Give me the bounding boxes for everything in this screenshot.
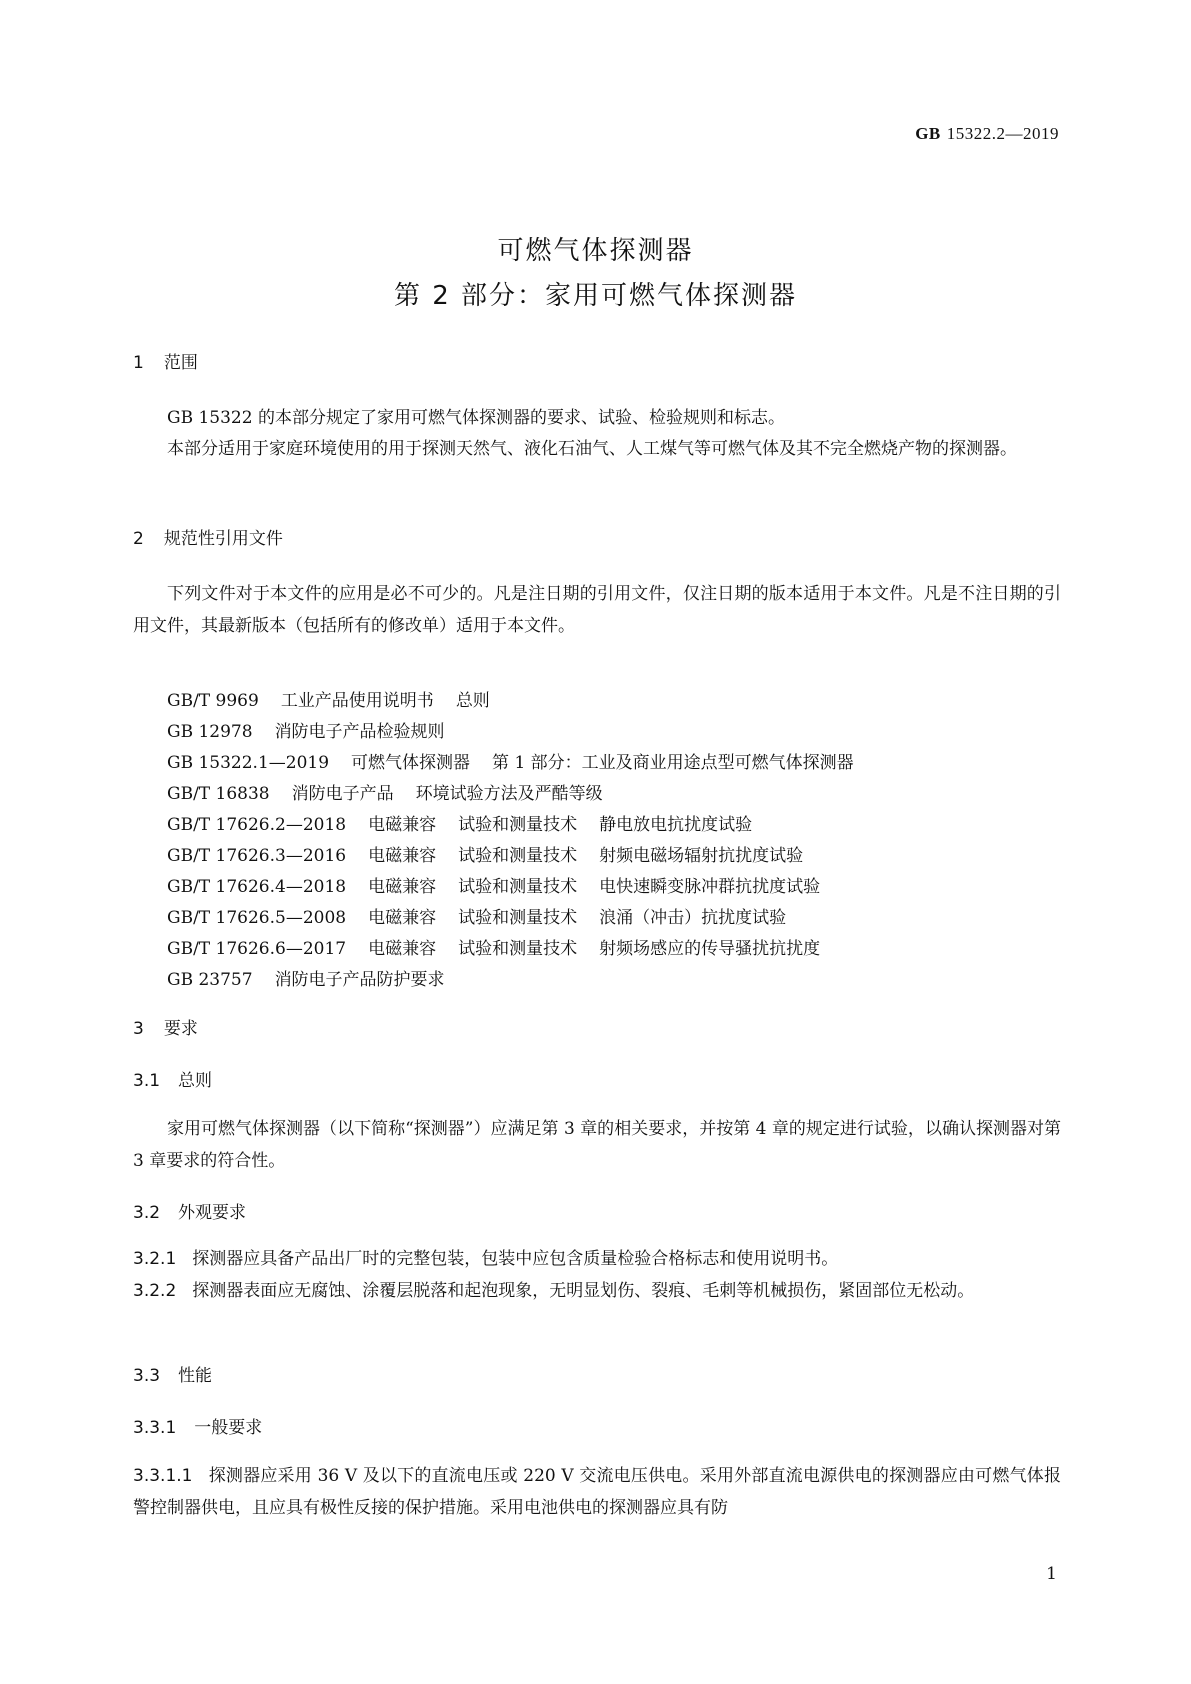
section-title: 外观要求 — [178, 1203, 247, 1223]
section-title: 总则 — [178, 1071, 213, 1091]
scope-paragraph-1: GB 15322 的本部分规定了家用可燃气体探测器的要求、试验、检验规则和标志。 — [167, 408, 785, 428]
clause-number: 3.3.1.1 — [133, 1466, 193, 1486]
reference-code: GB/T 9969 — [167, 691, 259, 711]
reference-title-part: 消防电子产品防护要求 — [274, 970, 445, 990]
reference-item — [167, 841, 854, 872]
section-number: 2 — [133, 529, 144, 549]
reference-item — [167, 810, 854, 841]
reference-title-part: 电磁兼容 — [368, 939, 437, 959]
reference-title-part: 试验和测量技术 — [458, 846, 578, 866]
reference-title-part: 可燃气体探测器 — [351, 753, 471, 773]
reference-code: GB/T 17626.4—2018 — [167, 877, 347, 897]
section-title: 范围 — [163, 353, 198, 373]
reference-title-part: 消防电子产品 — [291, 784, 394, 804]
section-1-heading — [133, 348, 198, 373]
section-3-2-heading — [133, 1198, 246, 1223]
clause-text: 探测器应具备产品出厂时的完整包装，包装中应包含质量检验合格标志和使用说明书。 — [192, 1249, 839, 1269]
clause-number: 3.2.2 — [133, 1281, 177, 1301]
standard-prefix: GB — [915, 124, 941, 143]
reference-title-part: 工业产品使用说明书 — [280, 691, 434, 711]
section-title: 要求 — [163, 1019, 198, 1039]
clause-number: 3.2.1 — [133, 1249, 177, 1269]
reference-title-part: 消防电子产品检验规则 — [274, 722, 445, 742]
reference-code: GB 23757 — [167, 970, 253, 990]
reference-item — [167, 748, 854, 779]
reference-code: GB/T 17626.5—2008 — [167, 908, 347, 928]
reference-code: GB 12978 — [167, 722, 253, 742]
reference-code: GB/T 17626.2—2018 — [167, 815, 347, 835]
clause-3-3-1-1 — [133, 1460, 1061, 1524]
section-3-1-heading — [133, 1066, 212, 1091]
reference-title-part: 第 1 部分：工业及商业用途点型可燃气体探测器 — [492, 753, 854, 773]
reference-title-part: 电磁兼容 — [368, 877, 437, 897]
reference-code: GB/T 16838 — [167, 784, 270, 804]
section-number: 3 — [133, 1019, 144, 1039]
section-title: 一般要求 — [194, 1418, 263, 1438]
reference-title-part: 电快速瞬变脉冲群抗扰度试验 — [599, 877, 821, 897]
document-subtitle: 第 2 部分：家用可燃气体探测器 — [393, 281, 798, 311]
reference-title-part: 射频电磁场辐射抗扰度试验 — [599, 846, 804, 866]
section-3-3-1-heading — [133, 1413, 262, 1438]
reference-title-part: 电磁兼容 — [368, 846, 437, 866]
clause-text: 探测器表面应无腐蚀、涂覆层脱落和起泡现象，无明显划伤、裂痕、毛刺等机械损伤，紧固部位无松动。 — [192, 1281, 975, 1301]
reference-item — [167, 965, 854, 996]
section-number: 3.2 — [133, 1203, 161, 1223]
reference-item — [167, 903, 854, 934]
reference-title-part: 试验和测量技术 — [458, 939, 578, 959]
standard-number: 15322.2—2019 — [946, 124, 1059, 143]
section-number: 1 — [133, 353, 144, 373]
normative-intro-paragraph: 下列文件对于本文件的应用是必不可少的。凡是注日期的引用文件，仅注日期的版本适用于本文件。凡是不注日期的引用文件，其最新版本（包括所有的修改单）适用于本文件。 — [133, 584, 1061, 636]
reference-title-part: 电磁兼容 — [368, 908, 437, 928]
reference-title-part: 射频场感应的传导骚扰抗扰度 — [599, 939, 821, 959]
page-number: 1 — [1046, 1564, 1057, 1584]
section-number: 3.1 — [133, 1071, 161, 1091]
reference-title-part: 静电放电抗扰度试验 — [599, 815, 753, 835]
reference-title-part: 试验和测量技术 — [458, 877, 578, 897]
section-3-3-heading — [133, 1361, 212, 1386]
reference-title-part: 试验和测量技术 — [458, 908, 578, 928]
reference-list — [167, 686, 854, 996]
standard-code-header — [915, 124, 1059, 144]
clause-text: 探测器应采用 36 V 及以下的直流电压或 220 V 交流电压供电。采用外部直流电源供电的探测器应由可燃气体报警控制器供电，且应具有极性反接的保护措施。采用电池供电的探测器应具有防 — [133, 1466, 1061, 1518]
reference-title-part: 总则 — [455, 691, 490, 711]
section-number: 3.3.1 — [133, 1418, 177, 1438]
section-title: 性能 — [178, 1366, 213, 1386]
section-title: 规范性引用文件 — [163, 529, 283, 549]
reference-item — [167, 934, 854, 965]
section-3-heading — [133, 1014, 198, 1039]
reference-item — [167, 717, 854, 748]
reference-item — [167, 872, 854, 903]
reference-title-part: 浪涌（冲击）抗扰度试验 — [599, 908, 787, 928]
reference-title-part: 电磁兼容 — [368, 815, 437, 835]
reference-code: GB/T 17626.6—2017 — [167, 939, 347, 959]
general-paragraph: 家用可燃气体探测器（以下简称“探测器”）应满足第 3 章的相关要求，并按第 4 章的规定进行试验，以确认探测器对第 3 章要求的符合性。 — [133, 1119, 1061, 1171]
reference-code: GB 15322.1—2019 — [167, 753, 330, 773]
document-title: 可燃气体探测器 — [497, 236, 694, 266]
reference-item — [167, 686, 854, 717]
reference-item — [167, 779, 854, 810]
reference-title-part: 试验和测量技术 — [458, 815, 578, 835]
section-number: 3.3 — [133, 1366, 161, 1386]
clause-3-2-1 — [133, 1243, 1061, 1275]
section-2-heading — [133, 524, 283, 549]
reference-title-part: 环境试验方法及严酷等级 — [415, 784, 603, 804]
reference-code: GB/T 17626.3—2016 — [167, 846, 347, 866]
clause-3-2-2 — [133, 1275, 1061, 1307]
scope-paragraph-2: 本部分适用于家庭环境使用的用于探测天然气、液化石油气、人工煤气等可燃气体及其不完全燃烧产物的探测器。 — [167, 439, 1017, 459]
